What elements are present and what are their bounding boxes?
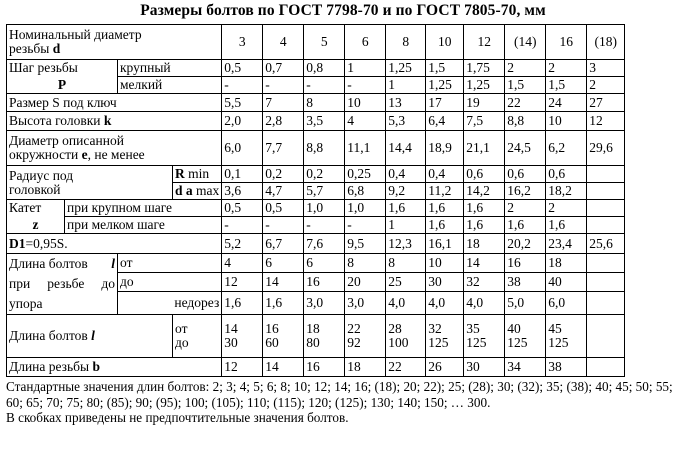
table-cell: 12	[464, 25, 505, 60]
table-cell: 24,5	[505, 131, 546, 166]
bolt-length-label: Длина болтов l	[7, 315, 173, 358]
table-row	[7, 112, 625, 131]
table-cell: 1,6	[464, 200, 505, 217]
table-row	[7, 315, 625, 358]
table-cell: 1,6	[386, 200, 426, 217]
table-cell: 24	[546, 94, 587, 112]
table-cell: 2,8	[263, 112, 304, 131]
thread-length-label: Длина резьбы b	[7, 358, 222, 377]
table-cell: 0,4	[386, 166, 426, 183]
table-row	[7, 25, 625, 60]
table-cell: 6,0	[222, 131, 263, 166]
table-cell: 34	[505, 358, 546, 377]
table-cell: 6,2	[546, 131, 587, 166]
table-cell: 18,2	[546, 183, 587, 200]
table-cell	[587, 200, 625, 217]
d1-label: D1=0,95S.	[7, 234, 222, 254]
table-cell: 1,6	[263, 292, 304, 315]
table-cell: 8	[386, 25, 426, 60]
table-cell: 2	[505, 200, 546, 217]
bolt-length-to-label: до	[118, 273, 222, 292]
table-cell: 8,8	[505, 112, 546, 131]
circumscribed-diameter-label: Диаметр описанной окружности e, не менее	[7, 131, 222, 166]
table-cell: 0,2	[304, 166, 345, 183]
table-cell: 10	[426, 254, 464, 273]
table-cell: 1	[386, 77, 426, 94]
table-cell: 4,0	[426, 292, 464, 315]
table-cell: 5	[304, 25, 345, 60]
table-cell: 0,1	[222, 166, 263, 183]
table-cell: 45 125	[546, 315, 587, 358]
table-cell: 7,7	[263, 131, 304, 166]
table-cell: -	[345, 217, 386, 234]
table-cell: 16	[304, 273, 345, 292]
table-cell: 21,1	[464, 131, 505, 166]
table-row	[7, 254, 625, 273]
table-cell	[587, 217, 625, 234]
table-cell: 4,0	[386, 292, 426, 315]
pitch-symbol: P	[7, 77, 118, 94]
table-cell: 8	[304, 94, 345, 112]
standard-lengths-note: Стандартные значения длин болтов: 2; 3; 4; 5; 6; 8; 10; 12; 14; 16; (18); 20; 22); 25; (28); 30; (32); 35; (38); 40; 45; 50; 55; 60; 65; 70; 75; 80; (85); 90; (95); 100; (105); 110; (115); 120; (125); 130; 140; 150; … 300.	[6, 379, 673, 410]
brackets-note: В скобках приведены не предпочтительные значения болтов.	[6, 410, 349, 425]
table-cell: 1,5	[505, 77, 546, 94]
table-cell: 5,2	[222, 234, 263, 254]
table-cell: 4	[345, 112, 386, 131]
table-cell: 11,2	[426, 183, 464, 200]
table-cell: -	[263, 77, 304, 94]
bolt-length-from-label: от	[118, 254, 222, 273]
table-cell: 18	[546, 254, 587, 273]
table-cell: 22	[505, 94, 546, 112]
table-cell: 32	[464, 273, 505, 292]
bolt-dimensions-table	[6, 24, 625, 377]
table-cell: 1,6	[426, 200, 464, 217]
table-cell: 6	[345, 25, 386, 60]
table-cell: 16	[546, 25, 587, 60]
table-cell: 16,2	[505, 183, 546, 200]
table-cell	[587, 292, 625, 315]
table-cell: -	[222, 217, 263, 234]
table-cell: 2	[505, 60, 546, 77]
table-cell: 0,6	[505, 166, 546, 183]
table-cell	[587, 166, 625, 183]
table-cell: 5,0	[505, 292, 546, 315]
table-cell: 1	[345, 60, 386, 77]
table-cell	[587, 254, 625, 273]
table-cell: 2,0	[222, 112, 263, 131]
table-row	[7, 166, 625, 183]
pitch-label: Шаг резьбы	[7, 60, 118, 77]
table-cell: 6	[304, 254, 345, 273]
pitch-fine-label: мелкий	[118, 77, 222, 94]
table-cell	[587, 358, 625, 377]
table-cell: 3,0	[304, 292, 345, 315]
table-cell: 5,3	[386, 112, 426, 131]
table-cell: 40	[546, 273, 587, 292]
table-cell: 29,6	[587, 131, 625, 166]
table-cell: 4	[263, 25, 304, 60]
table-cell	[587, 315, 625, 358]
table-cell: (18)	[587, 25, 625, 60]
table-cell: 8	[345, 254, 386, 273]
table-cell: (14)	[505, 25, 546, 60]
table-cell: 6,0	[546, 292, 587, 315]
table-row	[7, 60, 625, 77]
table-cell: 4	[222, 254, 263, 273]
table-cell: 3,6	[222, 183, 263, 200]
table-cell: 0,5	[222, 200, 263, 217]
radius-damax-label: d a max	[173, 183, 222, 200]
table-title: Размеры болтов по ГОСТ 7798-70 и по ГОСТ 7805-70, мм	[140, 2, 546, 19]
table-cell: 38	[546, 358, 587, 377]
table-row	[7, 234, 625, 254]
head-height-label: Высота головки k	[7, 112, 222, 131]
table-cell: 12	[222, 273, 263, 292]
table-cell: 4,7	[263, 183, 304, 200]
table-cell: 1,6	[505, 217, 546, 234]
table-cell: 5,5	[222, 94, 263, 112]
table-cell: 7,5	[464, 112, 505, 131]
table-cell: 0,7	[263, 60, 304, 77]
table-cell: 14	[263, 358, 304, 377]
table-cell: 14	[263, 273, 304, 292]
radius-label: Радиус под головкой	[7, 166, 173, 200]
table-cell: 22	[386, 358, 426, 377]
table-cell: 18	[464, 234, 505, 254]
table-cell: 0,5	[222, 60, 263, 77]
table-cell: 1,6	[426, 217, 464, 234]
table-body	[7, 25, 625, 377]
table-cell: -	[345, 77, 386, 94]
table-cell: 28 100	[386, 315, 426, 358]
table-cell: 17	[426, 94, 464, 112]
leg-fine-label: при мелком шаге	[65, 217, 222, 234]
table-cell: -	[222, 77, 263, 94]
table-cell: 3,0	[345, 292, 386, 315]
table-cell: 1	[386, 217, 426, 234]
table-cell: 9,5	[345, 234, 386, 254]
table-cell: 0,8	[304, 60, 345, 77]
table-cell: 12	[222, 358, 263, 377]
leg-coarse-label: при крупном шаге	[65, 200, 222, 217]
table-cell: 8,8	[304, 131, 345, 166]
table-cell: 1,75	[464, 60, 505, 77]
table-cell: 20,2	[505, 234, 546, 254]
table-cell: 25,6	[587, 234, 625, 254]
table-cell: 16	[304, 358, 345, 377]
table-cell: -	[304, 217, 345, 234]
table-cell: 6,7	[263, 234, 304, 254]
table-row	[7, 217, 625, 234]
table-cell: -	[304, 77, 345, 94]
table-cell: 14	[464, 254, 505, 273]
table-cell: 1,6	[464, 217, 505, 234]
table-row	[7, 77, 625, 94]
table-cell: 14 30	[222, 315, 263, 358]
table-cell: 1,5	[426, 60, 464, 77]
table-cell: 18	[345, 358, 386, 377]
table-cell: 2	[587, 77, 625, 94]
table-cell: 4,0	[464, 292, 505, 315]
table-cell: 10	[345, 94, 386, 112]
table-cell: 7	[263, 94, 304, 112]
table-cell: 7,6	[304, 234, 345, 254]
table-row	[7, 200, 625, 217]
table-cell: 16 60	[263, 315, 304, 358]
table-cell: 1,25	[386, 60, 426, 77]
table-cell: 8	[386, 254, 426, 273]
table-cell: 0,25	[345, 166, 386, 183]
table-cell: 10	[426, 25, 464, 60]
table-cell: 30	[464, 358, 505, 377]
table-cell: 25	[386, 273, 426, 292]
table-cell: 0,2	[263, 166, 304, 183]
table-cell: 1,5	[546, 77, 587, 94]
table-cell: 14,4	[386, 131, 426, 166]
bolt-length-range-labels: от до	[173, 315, 222, 358]
table-cell: 23,4	[546, 234, 587, 254]
table-cell: 6,4	[426, 112, 464, 131]
pitch-coarse-label: крупный	[118, 60, 222, 77]
table-cell: 13	[386, 94, 426, 112]
table-row	[7, 358, 625, 377]
table-cell: 26	[426, 358, 464, 377]
table-cell: -	[263, 217, 304, 234]
table-cell	[587, 183, 625, 200]
table-cell: 2	[546, 60, 587, 77]
table-cell: 9,2	[386, 183, 426, 200]
table-cell: 0,6	[546, 166, 587, 183]
radius-rmin-label: R min	[173, 166, 222, 183]
table-row	[7, 94, 625, 112]
table-cell: 2	[546, 200, 587, 217]
table-cell: 38	[505, 273, 546, 292]
notes	[6, 379, 682, 426]
table-cell: 27	[587, 94, 625, 112]
table-cell: 6	[263, 254, 304, 273]
table-cell: 5,7	[304, 183, 345, 200]
table-cell: 18,9	[426, 131, 464, 166]
table-cell: 1,6	[546, 217, 587, 234]
table-cell: 3,5	[304, 112, 345, 131]
table-cell: 12	[587, 112, 625, 131]
table-cell: 0,4	[426, 166, 464, 183]
table-cell: 12,3	[386, 234, 426, 254]
table-cell: 10	[546, 112, 587, 131]
table-cell: 16	[505, 254, 546, 273]
table-cell: 6,8	[345, 183, 386, 200]
table-cell: 40 125	[505, 315, 546, 358]
undercut-label: недорез	[118, 292, 222, 315]
table-cell: 14,2	[464, 183, 505, 200]
table-cell: 3	[222, 25, 263, 60]
table-cell: 1,0	[345, 200, 386, 217]
table-cell: 30	[426, 273, 464, 292]
table-cell: 18 80	[304, 315, 345, 358]
table-row	[7, 131, 625, 166]
table-cell: 0,5	[263, 200, 304, 217]
nominal-diameter-header: Номинальный диаметр резьбы d	[7, 25, 222, 60]
table-cell: 35 125	[464, 315, 505, 358]
table-cell: 1,25	[426, 77, 464, 94]
table-cell: 1,6	[222, 292, 263, 315]
table-cell: 11,1	[345, 131, 386, 166]
table-cell: 1,25	[464, 77, 505, 94]
bolt-length-stop-label: Длина болтов l при резьбе до упора	[7, 254, 118, 315]
table-cell: 16,1	[426, 234, 464, 254]
table-cell: 0,6	[464, 166, 505, 183]
wrench-size-label: Размер S под ключ	[7, 94, 222, 112]
table-cell: 3	[587, 60, 625, 77]
leg-label: Катет	[7, 200, 65, 217]
leg-symbol: z	[7, 217, 65, 234]
table-cell: 19	[464, 94, 505, 112]
table-cell: 32 125	[426, 315, 464, 358]
table-cell: 22 92	[345, 315, 386, 358]
table-cell: 20	[345, 273, 386, 292]
table-cell	[587, 273, 625, 292]
table-cell: 1,0	[304, 200, 345, 217]
